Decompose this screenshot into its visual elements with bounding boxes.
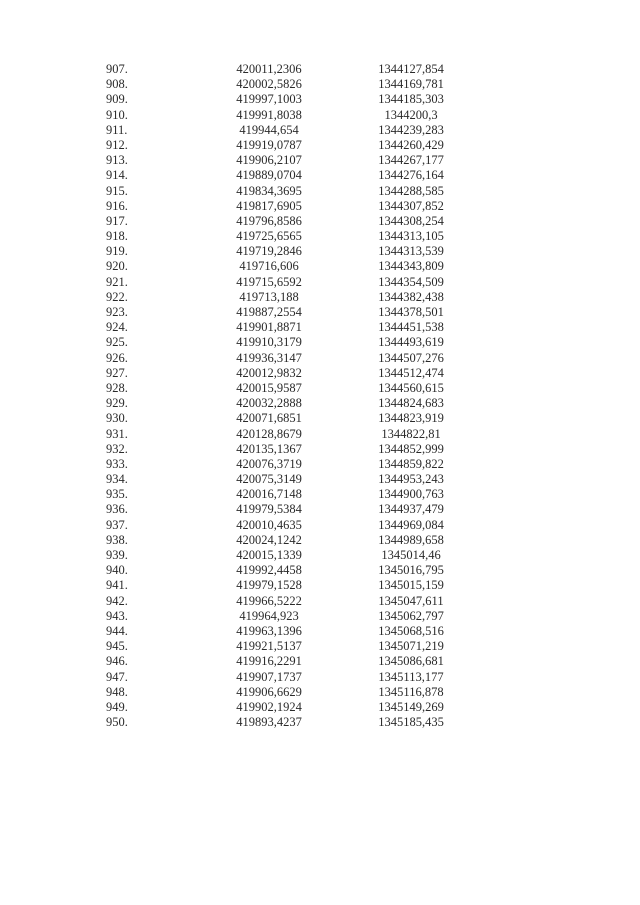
table-row [0, 138, 640, 153]
x-coordinate: 419893,4237 [236, 715, 302, 730]
table-row [0, 487, 640, 502]
table-row [0, 518, 640, 533]
y-coordinate: 1345047,611 [378, 593, 444, 608]
point-number: 908. [106, 77, 128, 92]
table-row [0, 685, 640, 700]
x-coordinate: 419963,1396 [236, 623, 302, 638]
x-coordinate: 419910,3179 [236, 335, 302, 350]
table-row [0, 670, 640, 685]
table-row [0, 366, 640, 381]
x-coordinate: 420071,6851 [236, 411, 302, 426]
point-number: 909. [106, 92, 128, 107]
x-coordinate: 420135,1367 [236, 441, 302, 456]
table-row [0, 351, 640, 366]
point-number: 929. [106, 396, 128, 411]
table-row [0, 77, 640, 92]
point-number: 941. [106, 578, 128, 593]
x-coordinate: 419796,8586 [236, 213, 302, 228]
table-row [0, 578, 640, 593]
y-coordinate: 1344451,538 [378, 320, 444, 335]
x-coordinate: 420016,7148 [236, 487, 302, 502]
point-number: 925. [106, 335, 128, 350]
x-coordinate: 419887,2554 [236, 305, 302, 319]
table-row [0, 396, 640, 411]
x-coordinate: 419719,2846 [236, 244, 302, 259]
x-coordinate: 419979,5384 [236, 502, 302, 517]
table-row [0, 305, 640, 320]
x-coordinate: 420011,2306 [236, 62, 302, 76]
y-coordinate: 1345016,795 [378, 563, 444, 578]
table-row [0, 229, 640, 244]
point-number: 923. [106, 305, 128, 319]
x-coordinate: 419979,1528 [236, 578, 302, 593]
x-coordinate: 419906,2107 [236, 153, 302, 168]
coordinate-table [0, 62, 640, 730]
table-row [0, 244, 640, 259]
table-row [0, 320, 640, 335]
x-coordinate: 419713,188 [239, 289, 299, 304]
y-coordinate: 1344288,585 [378, 183, 444, 198]
y-coordinate: 1344169,781 [378, 77, 444, 92]
table-row [0, 594, 640, 609]
y-coordinate: 1344989,658 [378, 532, 444, 547]
table-row [0, 335, 640, 350]
point-number: 928. [106, 380, 128, 395]
x-coordinate: 420012,9832 [236, 365, 302, 380]
point-number: 913. [106, 153, 128, 168]
table-row [0, 472, 640, 487]
point-number: 936. [106, 502, 128, 517]
table-row [0, 108, 640, 123]
table-row [0, 153, 640, 168]
x-coordinate: 419964,923 [239, 608, 299, 623]
point-number: 914. [106, 168, 128, 183]
table-row [0, 563, 640, 578]
x-coordinate: 419906,6629 [236, 684, 302, 699]
x-coordinate: 420015,9587 [236, 380, 302, 395]
x-coordinate: 419916,2291 [236, 654, 302, 669]
y-coordinate: 1345113,177 [378, 669, 444, 684]
x-coordinate: 419997,1003 [236, 92, 302, 107]
point-number: 912. [106, 137, 128, 152]
point-number: 921. [106, 274, 128, 289]
x-coordinate: 420076,3719 [236, 456, 302, 471]
y-coordinate: 1345015,159 [378, 578, 444, 593]
point-number: 920. [106, 259, 128, 274]
y-coordinate: 1344354,509 [378, 274, 444, 289]
table-row [0, 654, 640, 669]
table-row [0, 427, 640, 442]
point-number: 916. [106, 198, 128, 213]
y-coordinate: 1344343,809 [378, 259, 444, 274]
x-coordinate: 419966,5222 [236, 593, 302, 608]
point-number: 919. [106, 244, 128, 259]
point-number: 945. [106, 639, 128, 654]
table-row [0, 700, 640, 715]
table-row [0, 168, 640, 183]
x-coordinate: 420075,3149 [236, 472, 302, 487]
point-number: 948. [106, 684, 128, 699]
y-coordinate: 1344900,763 [378, 487, 444, 502]
table-row [0, 548, 640, 563]
y-coordinate: 1345014,46 [381, 548, 441, 562]
x-coordinate: 419901,8871 [236, 320, 302, 335]
y-coordinate: 1344185,303 [378, 92, 444, 107]
y-coordinate: 1344507,276 [378, 350, 444, 365]
point-number: 944. [106, 623, 128, 638]
point-number: 940. [106, 563, 128, 578]
table-row [0, 457, 640, 472]
x-coordinate: 420015,1339 [236, 548, 302, 562]
x-coordinate: 420032,2888 [236, 396, 302, 411]
y-coordinate: 1344852,999 [378, 441, 444, 456]
table-row [0, 290, 640, 305]
point-number: 924. [106, 320, 128, 335]
y-coordinate: 1344382,438 [378, 289, 444, 304]
point-number: 939. [106, 548, 128, 562]
x-coordinate: 419921,5137 [236, 639, 302, 654]
y-coordinate: 1344953,243 [378, 472, 444, 487]
table-row [0, 62, 640, 77]
x-coordinate: 420128,8679 [236, 426, 302, 441]
point-number: 943. [106, 608, 128, 623]
point-number: 926. [106, 350, 128, 365]
point-number: 942. [106, 593, 128, 608]
point-number: 922. [106, 289, 128, 304]
y-coordinate: 1345062,797 [378, 608, 444, 623]
table-row [0, 184, 640, 199]
y-coordinate: 1344308,254 [378, 213, 444, 228]
y-coordinate: 1345071,219 [378, 639, 444, 654]
y-coordinate: 1344267,177 [378, 153, 444, 168]
point-number: 938. [106, 532, 128, 547]
point-number: 946. [106, 654, 128, 669]
y-coordinate: 1344822,81 [381, 426, 441, 441]
y-coordinate: 1344859,822 [378, 456, 444, 471]
x-coordinate: 419715,6592 [236, 274, 302, 289]
point-number: 918. [106, 229, 128, 244]
table-row [0, 715, 640, 730]
x-coordinate: 419716,606 [239, 259, 299, 274]
x-coordinate: 419834,3695 [236, 183, 302, 198]
point-number: 930. [106, 411, 128, 426]
point-number: 917. [106, 213, 128, 228]
x-coordinate: 419936,3147 [236, 350, 302, 365]
table-row [0, 381, 640, 396]
table-row [0, 502, 640, 517]
table-row [0, 533, 640, 548]
table-row [0, 624, 640, 639]
point-number: 933. [106, 456, 128, 471]
table-row [0, 92, 640, 107]
y-coordinate: 1344823,919 [378, 411, 444, 426]
point-number: 927. [106, 365, 128, 380]
point-number: 907. [106, 62, 128, 76]
x-coordinate: 419907,1737 [236, 669, 302, 684]
y-coordinate: 1345149,269 [378, 699, 444, 714]
x-coordinate: 419991,8038 [236, 107, 302, 122]
y-coordinate: 1344512,474 [378, 365, 444, 380]
y-coordinate: 1344239,283 [378, 122, 444, 137]
point-number: 950. [106, 715, 128, 730]
table-row [0, 639, 640, 654]
table-row [0, 609, 640, 624]
y-coordinate: 1344260,429 [378, 137, 444, 152]
point-number: 910. [106, 107, 128, 122]
point-number: 947. [106, 669, 128, 684]
x-coordinate: 419725,6565 [236, 229, 302, 244]
point-number: 935. [106, 487, 128, 502]
x-coordinate: 419889,0704 [236, 168, 302, 183]
point-number: 932. [106, 441, 128, 456]
x-coordinate: 420024,1242 [236, 532, 302, 547]
table-row [0, 442, 640, 457]
y-coordinate: 1345116,878 [378, 684, 444, 699]
y-coordinate: 1344493,619 [378, 335, 444, 350]
x-coordinate: 419992,4458 [236, 563, 302, 578]
y-coordinate: 1344560,615 [378, 380, 444, 395]
y-coordinate: 1344127,854 [378, 62, 444, 76]
y-coordinate: 1345086,681 [378, 654, 444, 669]
y-coordinate: 1345068,516 [378, 623, 444, 638]
point-number: 937. [106, 517, 128, 532]
y-coordinate: 1344824,683 [378, 396, 444, 411]
table-row [0, 123, 640, 138]
point-number: 934. [106, 472, 128, 487]
y-coordinate: 1345185,435 [378, 715, 444, 730]
y-coordinate: 1344937,479 [378, 502, 444, 517]
y-coordinate: 1344200,3 [384, 107, 438, 122]
y-coordinate: 1344313,539 [378, 244, 444, 259]
x-coordinate: 419817,6905 [236, 198, 302, 213]
x-coordinate: 420010,4635 [236, 517, 302, 532]
table-row [0, 259, 640, 274]
x-coordinate: 419919,0787 [236, 137, 302, 152]
x-coordinate: 420002,5826 [236, 77, 302, 92]
x-coordinate: 419902,1924 [236, 699, 302, 714]
x-coordinate: 419944,654 [239, 122, 299, 137]
table-row [0, 199, 640, 214]
table-row [0, 411, 640, 426]
table-row [0, 214, 640, 229]
y-coordinate: 1344378,501 [378, 305, 444, 319]
table-row [0, 275, 640, 290]
point-number: 931. [106, 426, 128, 441]
y-coordinate: 1344969,084 [378, 517, 444, 532]
y-coordinate: 1344313,105 [378, 229, 444, 244]
point-number: 949. [106, 699, 128, 714]
point-number: 915. [106, 183, 128, 198]
point-number: 911. [106, 122, 128, 137]
y-coordinate: 1344307,852 [378, 198, 444, 213]
y-coordinate: 1344276,164 [378, 168, 444, 183]
